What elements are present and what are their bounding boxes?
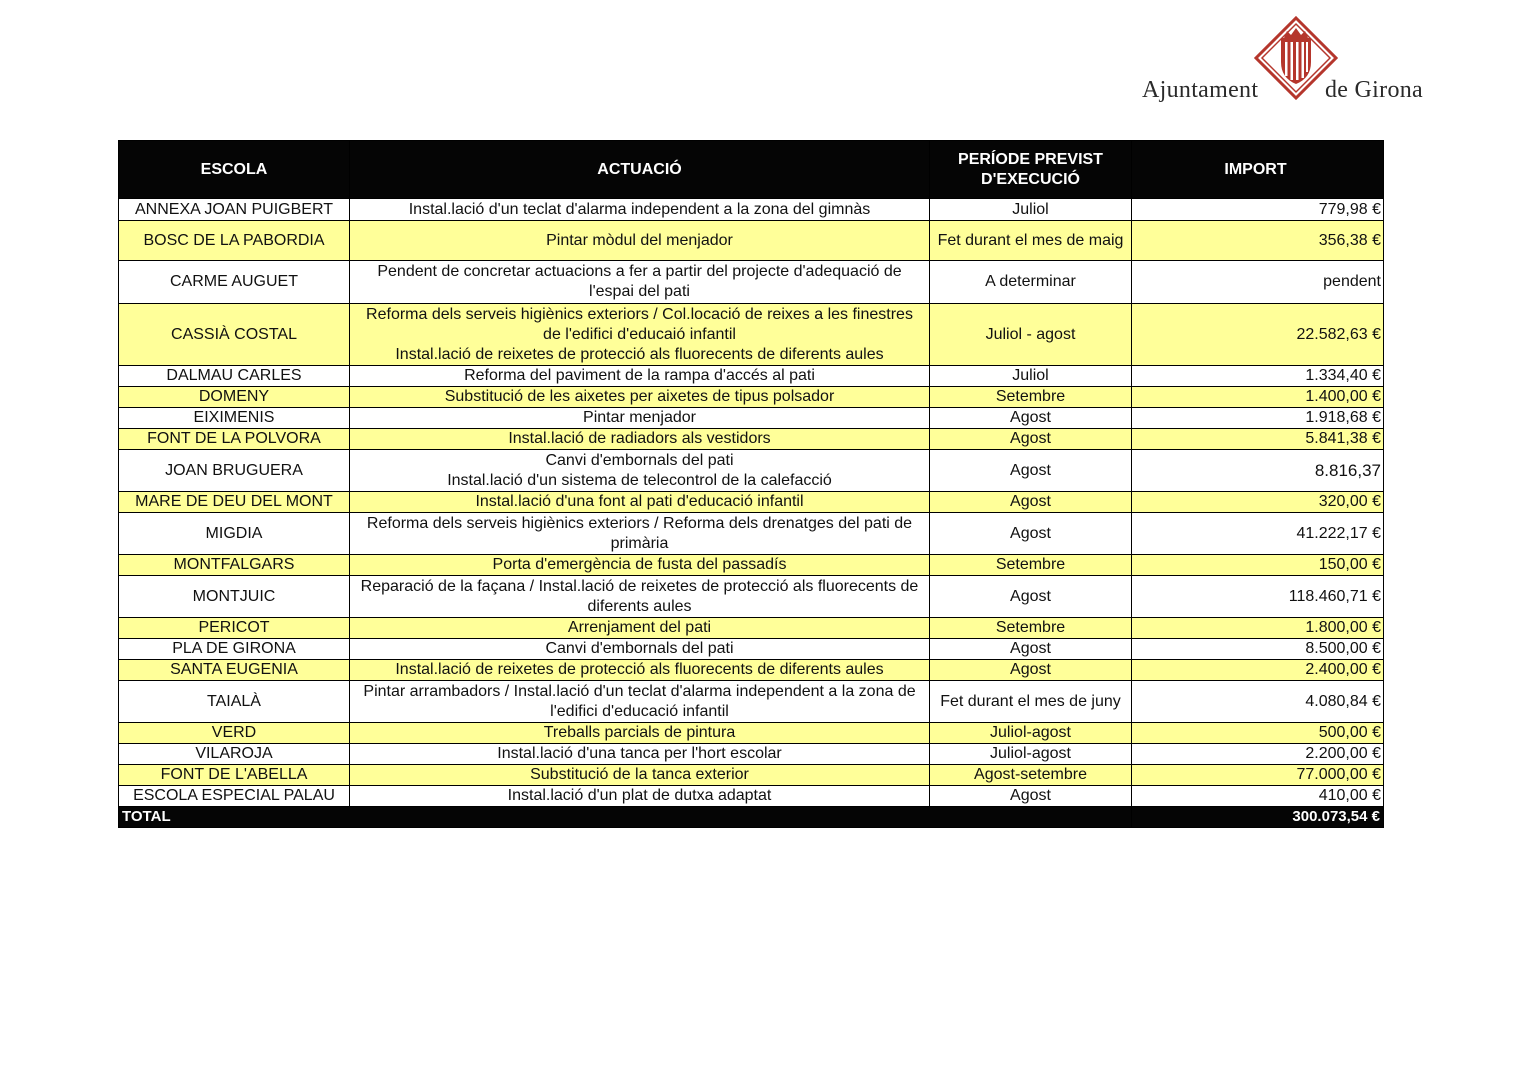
header-import: IMPORT	[1132, 141, 1384, 199]
cell-import: 118.460,71 €	[1132, 576, 1384, 618]
cell-periode: Fet durant el mes de maig	[930, 221, 1132, 261]
cell-import: 4.080,84 €	[1132, 681, 1384, 723]
cell-escola: JOAN BRUGUERA	[119, 450, 350, 492]
cell-escola: FONT DE L'ABELLA	[119, 765, 350, 786]
cell-import: 1.400,00 €	[1132, 387, 1384, 408]
cell-import: 320,00 €	[1132, 492, 1384, 513]
cell-actuacio	[350, 723, 930, 744]
header-actuacio: ACTUACIÓ	[350, 141, 930, 199]
table-row	[119, 199, 1384, 221]
cell-import: 22.582,63 €	[1132, 304, 1384, 366]
cell-escola: TAIALÀ	[119, 681, 350, 723]
cell-import: 77.000,00 €	[1132, 765, 1384, 786]
header-periode-line2: D'EXECUCIÓ	[981, 170, 1080, 188]
total-row	[119, 807, 1384, 828]
table-row	[119, 639, 1384, 660]
cell-actuacio	[350, 660, 930, 681]
cell-periode: Agost	[930, 660, 1132, 681]
actuacio-line: l'espai del pati	[589, 283, 690, 300]
cell-import: 150,00 €	[1132, 555, 1384, 576]
cell-periode: Fet durant el mes de juny	[930, 681, 1132, 723]
actuacio-line: Pintar menjador	[583, 409, 696, 426]
table-row	[119, 261, 1384, 304]
cell-actuacio	[350, 786, 930, 807]
cell-periode: Agost	[930, 429, 1132, 450]
school-works-table	[118, 140, 1384, 828]
cell-import: 1.918,68 €	[1132, 408, 1384, 429]
actuacio-line: Arrenjament del pati	[567, 619, 712, 636]
actuacio-line: Pendent de concretar actuacions a fer a partir del projecte d'adequació de	[377, 263, 902, 280]
header-escola: ESCOLA	[119, 141, 350, 199]
cell-import: 1.334,40 €	[1132, 366, 1384, 387]
cell-actuacio	[350, 555, 930, 576]
cell-escola: VILAROJA	[119, 744, 350, 765]
table-body	[119, 199, 1384, 807]
cell-escola: MONTFALGARS	[119, 555, 350, 576]
actuacio-line: Instal.lació d'una font al pati d'educació infantil	[475, 493, 804, 510]
actuacio-line: Canvi d'embornals del pati	[545, 451, 734, 469]
actuacio-line: Instal.lació d'una tanca per l'hort escolar	[497, 745, 782, 762]
actuacio-line: Substitució de les aixetes per aixetes de tipus polsador	[444, 388, 835, 405]
cell-actuacio	[350, 450, 930, 492]
table-row	[119, 304, 1384, 366]
actuacio-line: primària	[610, 534, 669, 552]
ajuntament-girona-logo	[1140, 16, 1440, 103]
cell-actuacio	[350, 513, 930, 555]
actuacio-line: Canvi d'embornals del pati	[545, 640, 734, 657]
cell-actuacio	[350, 408, 930, 429]
table-header-row	[119, 141, 1384, 199]
cell-escola: DALMAU CARLES	[119, 366, 350, 387]
cell-escola: VERD	[119, 723, 350, 744]
cell-escola: SANTA EUGENIA	[119, 660, 350, 681]
header-periode-line1: PERÍODE PREVIST	[958, 150, 1103, 168]
table-row	[119, 221, 1384, 261]
actuacio-line: Treballs parcials de pintura	[543, 724, 736, 741]
table-row	[119, 513, 1384, 555]
cell-actuacio	[350, 221, 930, 261]
cell-escola: ANNEXA JOAN PUIGBERT	[119, 199, 350, 221]
cell-periode: Agost	[930, 639, 1132, 660]
cell-periode: Juliol-agost	[930, 744, 1132, 765]
table-row	[119, 555, 1384, 576]
actuacio-line: Instal.lació d'un plat de dutxa adaptat	[507, 787, 772, 804]
total-value: 300.073,54 €	[1132, 807, 1384, 828]
logo-text-ajuntament: Ajuntament	[1142, 77, 1259, 103]
cell-periode: Agost-setembre	[930, 765, 1132, 786]
cell-escola: MIGDIA	[119, 513, 350, 555]
cell-import: 1.800,00 €	[1132, 618, 1384, 639]
cell-import: pendent	[1132, 261, 1384, 304]
actuacio-line: Instal.lació de reixetes de protecció als fluorecents de diferents aules	[395, 345, 884, 363]
cell-actuacio	[350, 639, 930, 660]
cell-actuacio	[350, 429, 930, 450]
table-row	[119, 723, 1384, 744]
cell-actuacio	[350, 576, 930, 618]
cell-actuacio	[350, 492, 930, 513]
actuacio-line: Reforma dels serveis higiènics exteriors / Reforma dels drenatges del pati de	[366, 514, 913, 532]
table-row	[119, 492, 1384, 513]
table-row	[119, 408, 1384, 429]
table-row	[119, 681, 1384, 723]
cell-periode: Setembre	[930, 618, 1132, 639]
cell-actuacio	[350, 765, 930, 786]
cell-escola: MARE DE DEU DEL MONT	[119, 492, 350, 513]
table-row	[119, 660, 1384, 681]
cell-escola: DOMENY	[119, 387, 350, 408]
actuacio-line: Instal.lació de reixetes de protecció als fluorecents de diferents aules	[395, 661, 884, 678]
cell-escola: BOSC DE LA PABORDIA	[119, 221, 350, 261]
actuacio-line: Substitució de la tanca exterior	[530, 766, 749, 783]
cell-escola: EIXIMENIS	[119, 408, 350, 429]
cell-import: 356,38 €	[1132, 221, 1384, 261]
total-label: TOTAL	[119, 807, 1132, 828]
actuacio-line: Porta d'emergència de fusta del passadís	[492, 556, 787, 573]
cell-periode: Agost	[930, 408, 1132, 429]
cell-periode: Setembre	[930, 387, 1132, 408]
cell-periode: Setembre	[930, 555, 1132, 576]
cell-periode: Agost	[930, 576, 1132, 618]
cell-escola: PERICOT	[119, 618, 350, 639]
table-row	[119, 387, 1384, 408]
cell-escola: ESCOLA ESPECIAL PALAU	[119, 786, 350, 807]
cell-periode: Agost	[930, 786, 1132, 807]
cell-periode: A determinar	[930, 261, 1132, 304]
cell-actuacio	[350, 681, 930, 723]
cell-escola: CARME AUGUET	[119, 261, 350, 304]
actuacio-line: Pintar arrambadors / Instal.lació d'un teclat d'alarma independent a la zona de	[363, 682, 916, 700]
cell-periode: Agost	[930, 492, 1132, 513]
cell-periode: Juliol - agost	[930, 304, 1132, 366]
cell-escola: MONTJUIC	[119, 576, 350, 618]
cell-actuacio	[350, 387, 930, 408]
actuacio-line: Instal.lació de radiadors als vestidors	[508, 430, 771, 447]
cell-actuacio	[350, 304, 930, 366]
cell-import: 41.222,17 €	[1132, 513, 1384, 555]
table-row	[119, 786, 1384, 807]
cell-periode: Agost	[930, 513, 1132, 555]
table-row	[119, 744, 1384, 765]
cell-actuacio	[350, 199, 930, 221]
cell-periode: Juliol-agost	[930, 723, 1132, 744]
actuacio-line: Reforma del paviment de la rampa d'accés al pati	[464, 367, 815, 384]
actuacio-line: Reforma dels serveis higiènics exteriors / Col.locació de reixes a les finestres	[366, 305, 913, 323]
cell-import: 500,00 €	[1132, 723, 1384, 744]
table-row	[119, 618, 1384, 639]
table-row	[119, 450, 1384, 492]
actuacio-line: Instal.lació d'un sistema de telecontrol de la calefacció	[447, 471, 832, 489]
actuacio-line: Reparació de la façana / Instal.lació de reixetes de protecció als fluorecents de	[360, 577, 919, 595]
actuacio-line: l'edifici d'educació infantil	[550, 702, 729, 720]
table-row	[119, 765, 1384, 786]
cell-periode: Juliol	[930, 199, 1132, 221]
cell-import: 5.841,38 €	[1132, 429, 1384, 450]
table-row	[119, 576, 1384, 618]
cell-escola: PLA DE GIRONA	[119, 639, 350, 660]
cell-actuacio	[350, 618, 930, 639]
logo-text-de-girona: de Girona	[1325, 77, 1423, 103]
actuacio-line: Pintar mòdul del menjador	[546, 231, 733, 249]
header-periode	[930, 141, 1132, 199]
cell-import: 2.200,00 €	[1132, 744, 1384, 765]
actuacio-line: de l'edifici d'educaió infantil	[543, 325, 736, 343]
cell-periode: Agost	[930, 450, 1132, 492]
cell-import: 410,00 €	[1132, 786, 1384, 807]
cell-actuacio	[350, 744, 930, 765]
cell-actuacio	[350, 366, 930, 387]
actuacio-line: diferents aules	[587, 597, 692, 615]
cell-import: 8.816,37	[1132, 450, 1384, 492]
cell-actuacio	[350, 261, 930, 304]
table-row	[119, 366, 1384, 387]
cell-import: 8.500,00 €	[1132, 639, 1384, 660]
cell-escola: CASSIÀ COSTAL	[119, 304, 350, 366]
cell-escola: FONT DE LA POLVORA	[119, 429, 350, 450]
cell-import: 2.400,00 €	[1132, 660, 1384, 681]
cell-import: 779,98 €	[1132, 199, 1384, 221]
cell-periode: Juliol	[930, 366, 1132, 387]
actuacio-line: Instal.lació d'un teclat d'alarma independent a la zona del gimnàs	[408, 200, 871, 218]
table-row	[119, 429, 1384, 450]
